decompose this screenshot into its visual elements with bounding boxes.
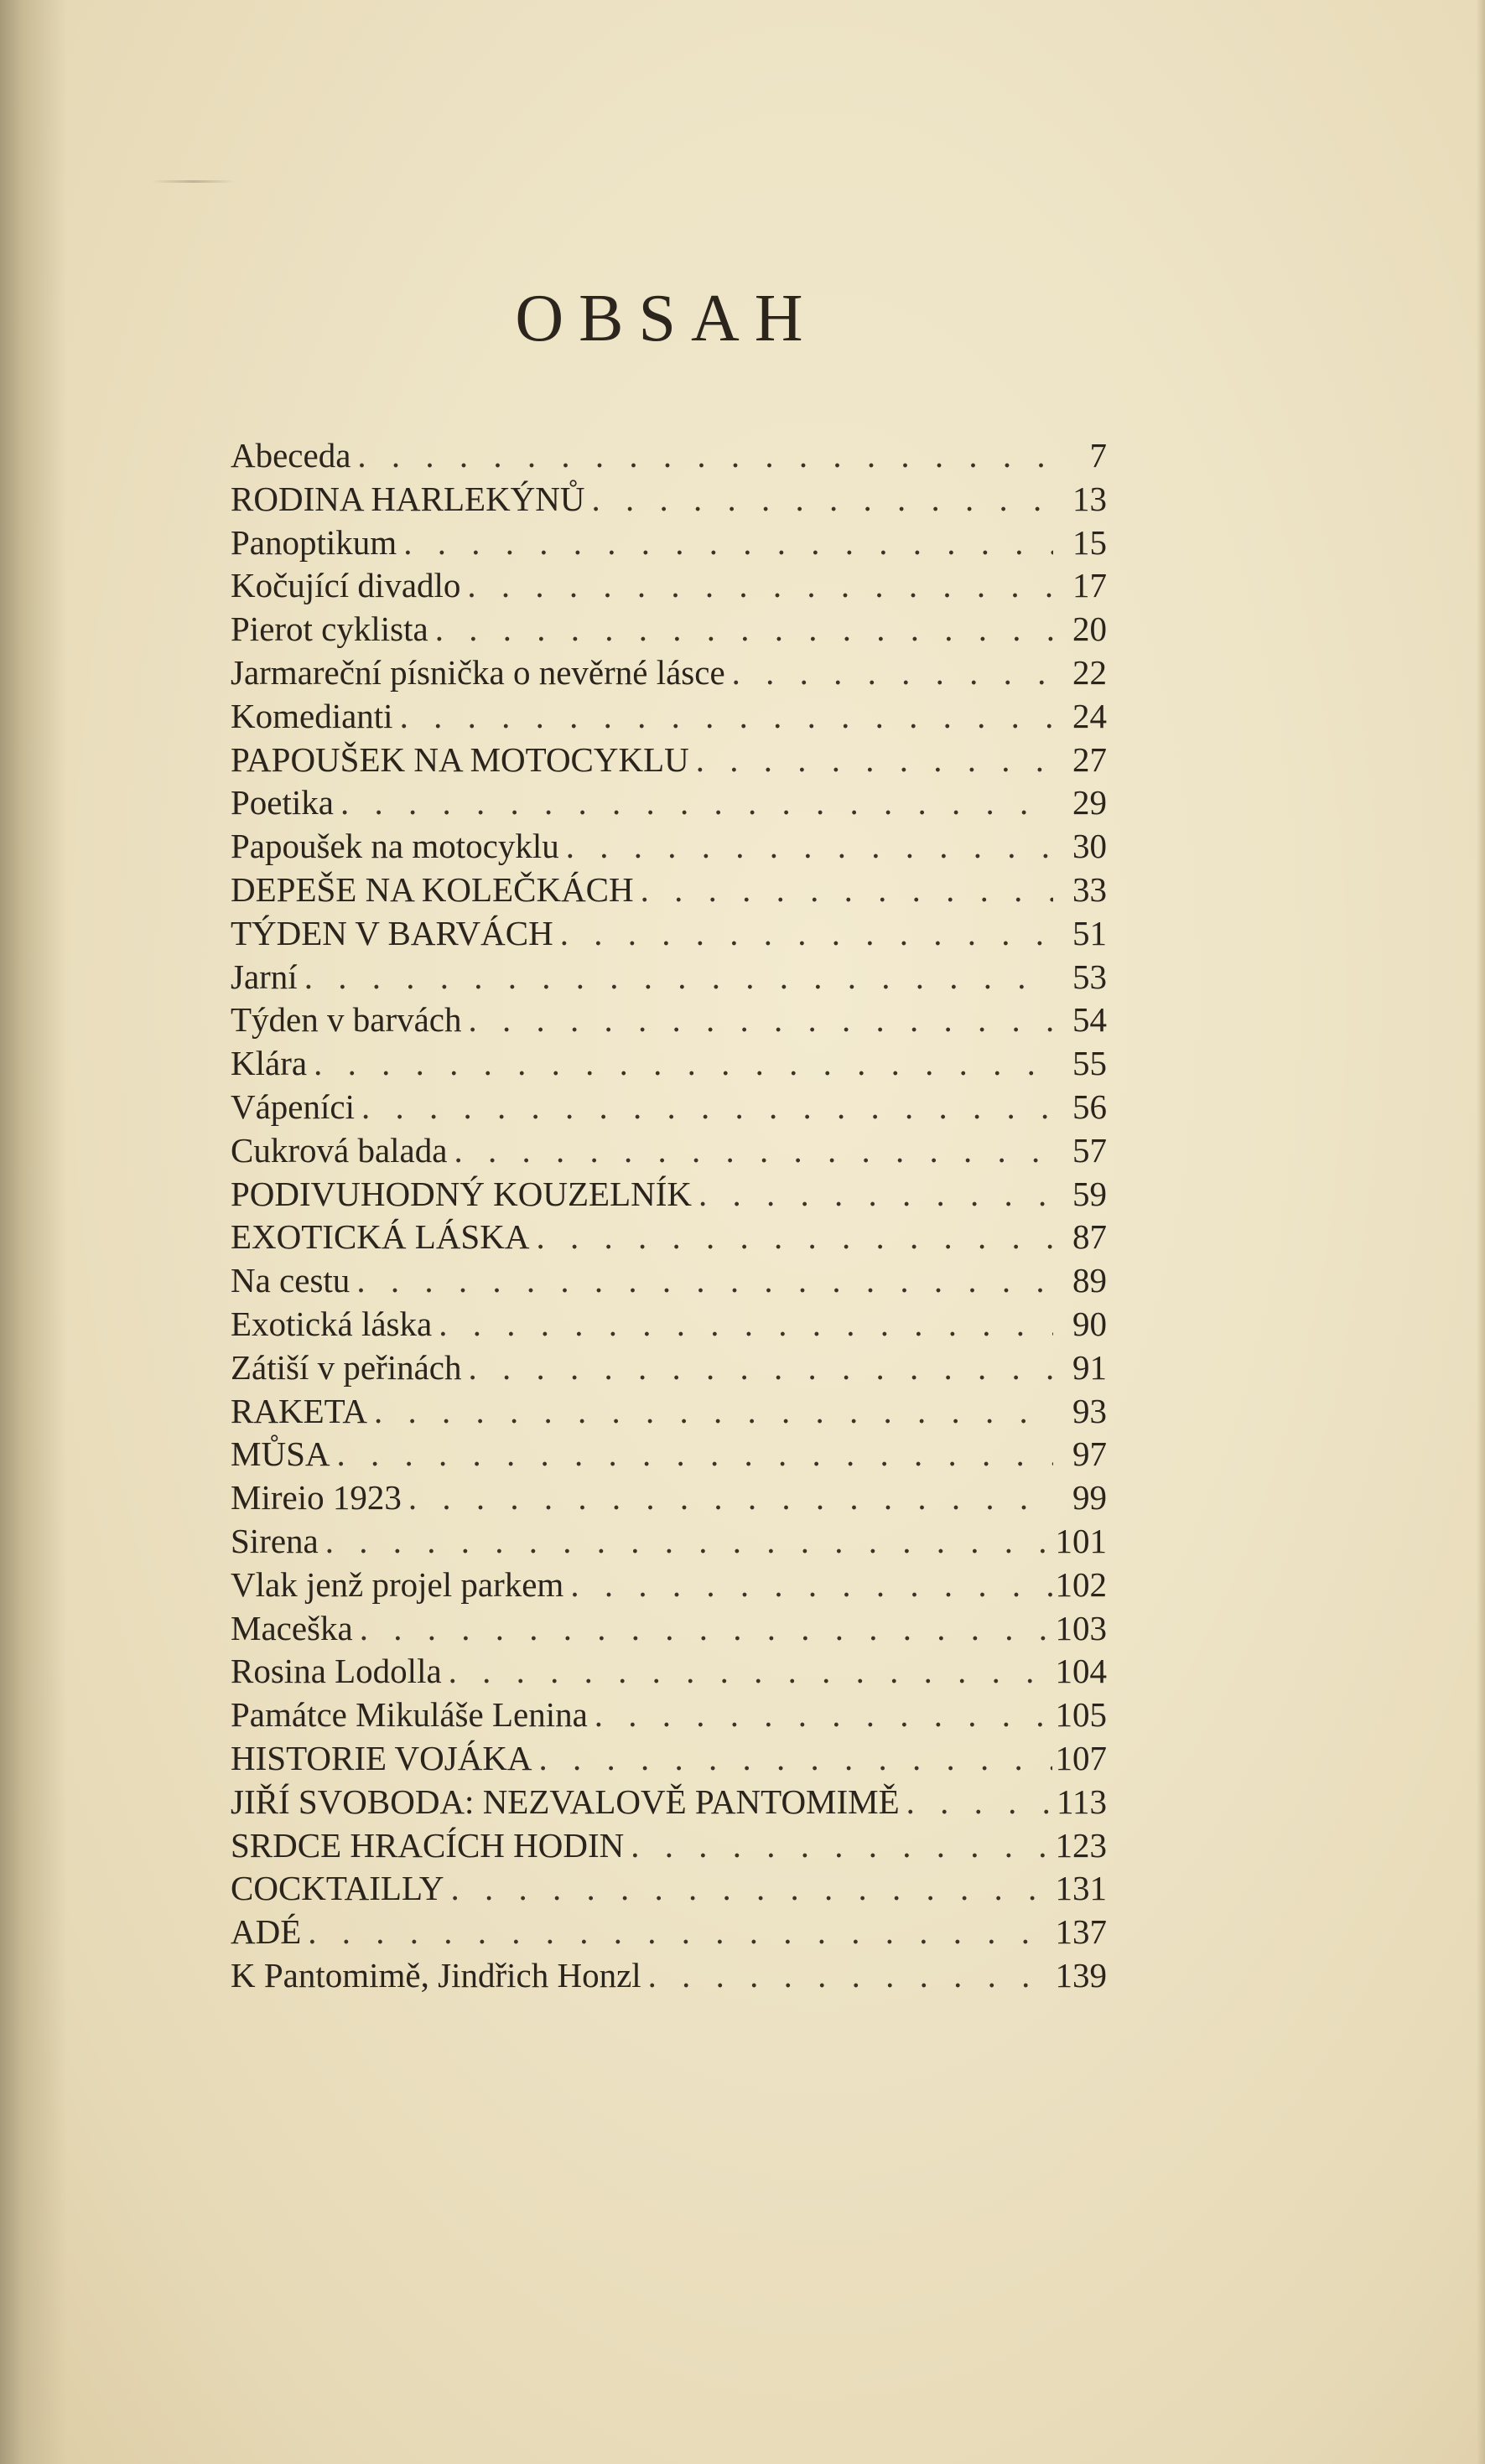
dot-leader: [595, 1694, 1052, 1737]
toc-entry-title: K Pantomimě, Jindřich Honzl: [231, 1955, 641, 1995]
toc-entry: [231, 1867, 1107, 1911]
dot-leader: [648, 1954, 1052, 1998]
toc-entry-page-number: 105: [1055, 1695, 1107, 1735]
toc-entry-page-number: 56: [1072, 1087, 1107, 1126]
toc-entry-page-number: 123: [1055, 1825, 1107, 1865]
dot-leader: [308, 1911, 1051, 1954]
toc-entry-page-number: 91: [1072, 1347, 1107, 1387]
toc-entry-page-number: 53: [1072, 957, 1107, 996]
toc-entry-title: PAPOUŠEK NA MOTOCYKLU: [231, 739, 689, 779]
toc-entry-title: DEPEŠE NA KOLEČKÁCH: [231, 869, 634, 909]
toc-entry: [231, 434, 1107, 478]
dot-leader: [408, 1476, 1053, 1520]
toc-entry-title: Sirena: [231, 1521, 319, 1560]
toc-entry-title: Na cestu: [231, 1261, 350, 1300]
dot-leader: [400, 695, 1053, 739]
toc-entry: [231, 739, 1107, 782]
toc-entry-page-number: 54: [1072, 1000, 1107, 1040]
toc-entry-title: Cukrová balada: [231, 1130, 448, 1170]
toc-entry-title: RAKETA: [231, 1391, 367, 1430]
paper-mark: [151, 180, 235, 183]
toc-entry: [231, 1042, 1107, 1086]
toc-entry: [231, 1650, 1107, 1694]
toc-entry: [231, 825, 1107, 869]
dot-leader: [360, 1607, 1052, 1651]
toc-entry-title: Exotická láska: [231, 1304, 433, 1343]
toc-entry-title: Zátiší v peřinách: [231, 1347, 462, 1387]
toc-entry-title: ADÉ: [231, 1912, 302, 1952]
toc-entry: [231, 1737, 1107, 1781]
dot-leader: [696, 739, 1053, 782]
dot-leader: [435, 608, 1053, 651]
toc-entry-title: Vápeníci: [231, 1087, 355, 1126]
toc-entry-page-number: 17: [1072, 566, 1107, 605]
toc-entry: [231, 1086, 1107, 1129]
toc-entry-page-number: 104: [1055, 1652, 1107, 1691]
toc-entry-page-number: 33: [1072, 869, 1107, 909]
toc-entry-page-number: 55: [1072, 1044, 1107, 1083]
toc-entry-title: COCKTAILLY: [231, 1869, 444, 1908]
toc-entry-page-number: 103: [1055, 1608, 1107, 1647]
dot-leader: [566, 825, 1053, 869]
toc-entry-title: RODINA HARLEKÝNŮ: [231, 479, 585, 518]
toc-entry-page-number: 131: [1055, 1869, 1107, 1908]
dot-leader: [340, 781, 1053, 825]
dot-leader: [325, 1520, 1052, 1564]
toc-entry-page-number: 101: [1055, 1521, 1107, 1560]
toc-entry: [231, 608, 1107, 651]
toc-entry-title: Jarmareční písnička o nevěrné lásce: [231, 652, 725, 692]
dot-leader: [361, 1086, 1053, 1129]
toc-entry-page-number: 22: [1072, 652, 1107, 692]
toc-entry-title: TÝDEN V BARVÁCH: [231, 913, 553, 952]
toc-entry-title: Kočující divadlo: [231, 566, 461, 605]
dot-leader: [357, 434, 1053, 478]
toc-entry: [231, 1954, 1107, 1998]
dot-leader: [336, 1433, 1053, 1476]
toc-entry: [231, 1303, 1107, 1346]
dot-leader: [403, 521, 1053, 565]
dot-leader: [449, 1650, 1052, 1694]
spine-shadow: [0, 0, 67, 2464]
toc-entry-page-number: 107: [1055, 1738, 1107, 1777]
toc-entry-title: PODIVUHODNÝ KOUZELNÍK: [231, 1174, 693, 1213]
toc-entry: [231, 956, 1107, 999]
toc-entry-title: Abeceda: [231, 436, 351, 475]
toc-entry: [231, 1564, 1107, 1607]
toc-entry-page-number: 20: [1072, 610, 1107, 649]
toc-entry: [231, 1911, 1107, 1954]
toc-entry: [231, 1259, 1107, 1303]
toc-entry: [231, 912, 1107, 956]
dot-leader: [641, 869, 1053, 912]
toc-entry: [231, 695, 1107, 739]
toc-entry-title: SRDCE HRACÍCH HODIN: [231, 1825, 625, 1865]
toc-entry: [231, 564, 1107, 608]
toc-entry-page-number: 30: [1072, 827, 1107, 866]
toc-entry: [231, 1433, 1107, 1476]
toc-entry: [231, 1694, 1107, 1737]
toc-entry-title: MŮSA: [231, 1434, 330, 1474]
toc-entry: [231, 478, 1107, 521]
toc-entry-title: Poetika: [231, 783, 334, 822]
toc-entry-title: EXOTICKÁ LÁSKA: [231, 1217, 530, 1257]
toc-entry: [231, 1216, 1107, 1259]
toc-entry-page-number: 57: [1072, 1130, 1107, 1170]
toc-entry-page-number: 90: [1072, 1304, 1107, 1343]
toc-entry-page-number: 24: [1072, 696, 1107, 735]
toc-entry-page-number: 113: [1057, 1782, 1107, 1821]
toc-entry-title: Památce Mikuláše Lenina: [231, 1695, 588, 1735]
dot-leader: [374, 1390, 1053, 1434]
toc-entry-page-number: 59: [1072, 1174, 1107, 1213]
toc-entry-page-number: 15: [1072, 522, 1107, 562]
toc-entry-title: Pierot cyklista: [231, 610, 428, 649]
dot-leader: [536, 1216, 1053, 1259]
page-title: OBSAH: [515, 282, 818, 355]
toc-entry-title: HISTORIE VOJÁKA: [231, 1738, 532, 1777]
toc-entry: [231, 1607, 1107, 1651]
toc-entry-title: JIŘÍ SVOBODA: NEZVALOVĚ PANTOMIMĚ: [231, 1782, 900, 1821]
dot-leader: [560, 912, 1053, 956]
toc-entry-title: Klára: [231, 1044, 308, 1083]
toc-entry-title: Papoušek na motocyklu: [231, 827, 559, 866]
page-edge: [1477, 0, 1485, 2464]
toc-entry-page-number: 29: [1072, 783, 1107, 822]
toc-entry: [231, 781, 1107, 825]
toc-entry-page-number: 27: [1072, 739, 1107, 779]
toc-entry: [231, 651, 1107, 695]
toc-entry-page-number: 89: [1072, 1261, 1107, 1300]
toc-entry: [231, 999, 1107, 1042]
dot-leader: [906, 1781, 1053, 1824]
toc-entry-title: Jarní: [231, 957, 298, 996]
toc-entry: [231, 1390, 1107, 1434]
toc-entry: [231, 1129, 1107, 1173]
dot-leader: [539, 1737, 1052, 1781]
dot-leader: [439, 1303, 1053, 1346]
dot-leader: [356, 1259, 1053, 1303]
dot-leader: [631, 1824, 1051, 1868]
toc-entry-title: Mireio 1923: [231, 1478, 402, 1517]
toc-entry: [231, 1346, 1107, 1390]
toc-entry-page-number: 7: [1089, 436, 1107, 475]
dot-leader: [698, 1173, 1053, 1216]
toc-entry: [231, 1781, 1107, 1824]
toc-entry-page-number: 99: [1072, 1478, 1107, 1517]
dot-leader: [570, 1564, 1051, 1607]
toc-entry: [231, 1824, 1107, 1868]
dot-leader: [732, 651, 1053, 695]
toc-entry-page-number: 51: [1072, 913, 1107, 952]
toc-entry-page-number: 102: [1055, 1564, 1107, 1604]
dot-leader: [304, 956, 1053, 999]
toc-entry-page-number: 13: [1072, 479, 1107, 518]
dot-leader: [469, 1346, 1053, 1390]
toc-entry: [231, 521, 1107, 565]
toc-entry-title: Panoptikum: [231, 522, 397, 562]
toc-entry: [231, 1520, 1107, 1564]
dot-leader: [314, 1042, 1053, 1086]
toc-entry-title: Komedianti: [231, 696, 393, 735]
toc-entry-page-number: 87: [1072, 1217, 1107, 1257]
toc-entry: [231, 1173, 1107, 1216]
toc-entry: [231, 1476, 1107, 1520]
dot-leader: [451, 1867, 1052, 1911]
toc-entry-page-number: 139: [1055, 1955, 1107, 1995]
toc-entry-title: Vlak jenž projel parkem: [231, 1564, 564, 1604]
toc-entry-title: Maceška: [231, 1608, 353, 1647]
toc-entry-page-number: 137: [1055, 1912, 1107, 1952]
dot-leader: [469, 999, 1054, 1042]
toc-entry-title: Týden v barvách: [231, 1000, 462, 1040]
toc-entry: [231, 869, 1107, 912]
dot-leader: [592, 478, 1053, 521]
dot-leader: [467, 564, 1053, 608]
toc-entry-page-number: 93: [1072, 1391, 1107, 1430]
dot-leader: [454, 1129, 1053, 1173]
toc-entry-page-number: 97: [1072, 1434, 1107, 1474]
table-of-contents: [231, 434, 1107, 1998]
toc-entry-title: Rosina Lodolla: [231, 1652, 442, 1691]
